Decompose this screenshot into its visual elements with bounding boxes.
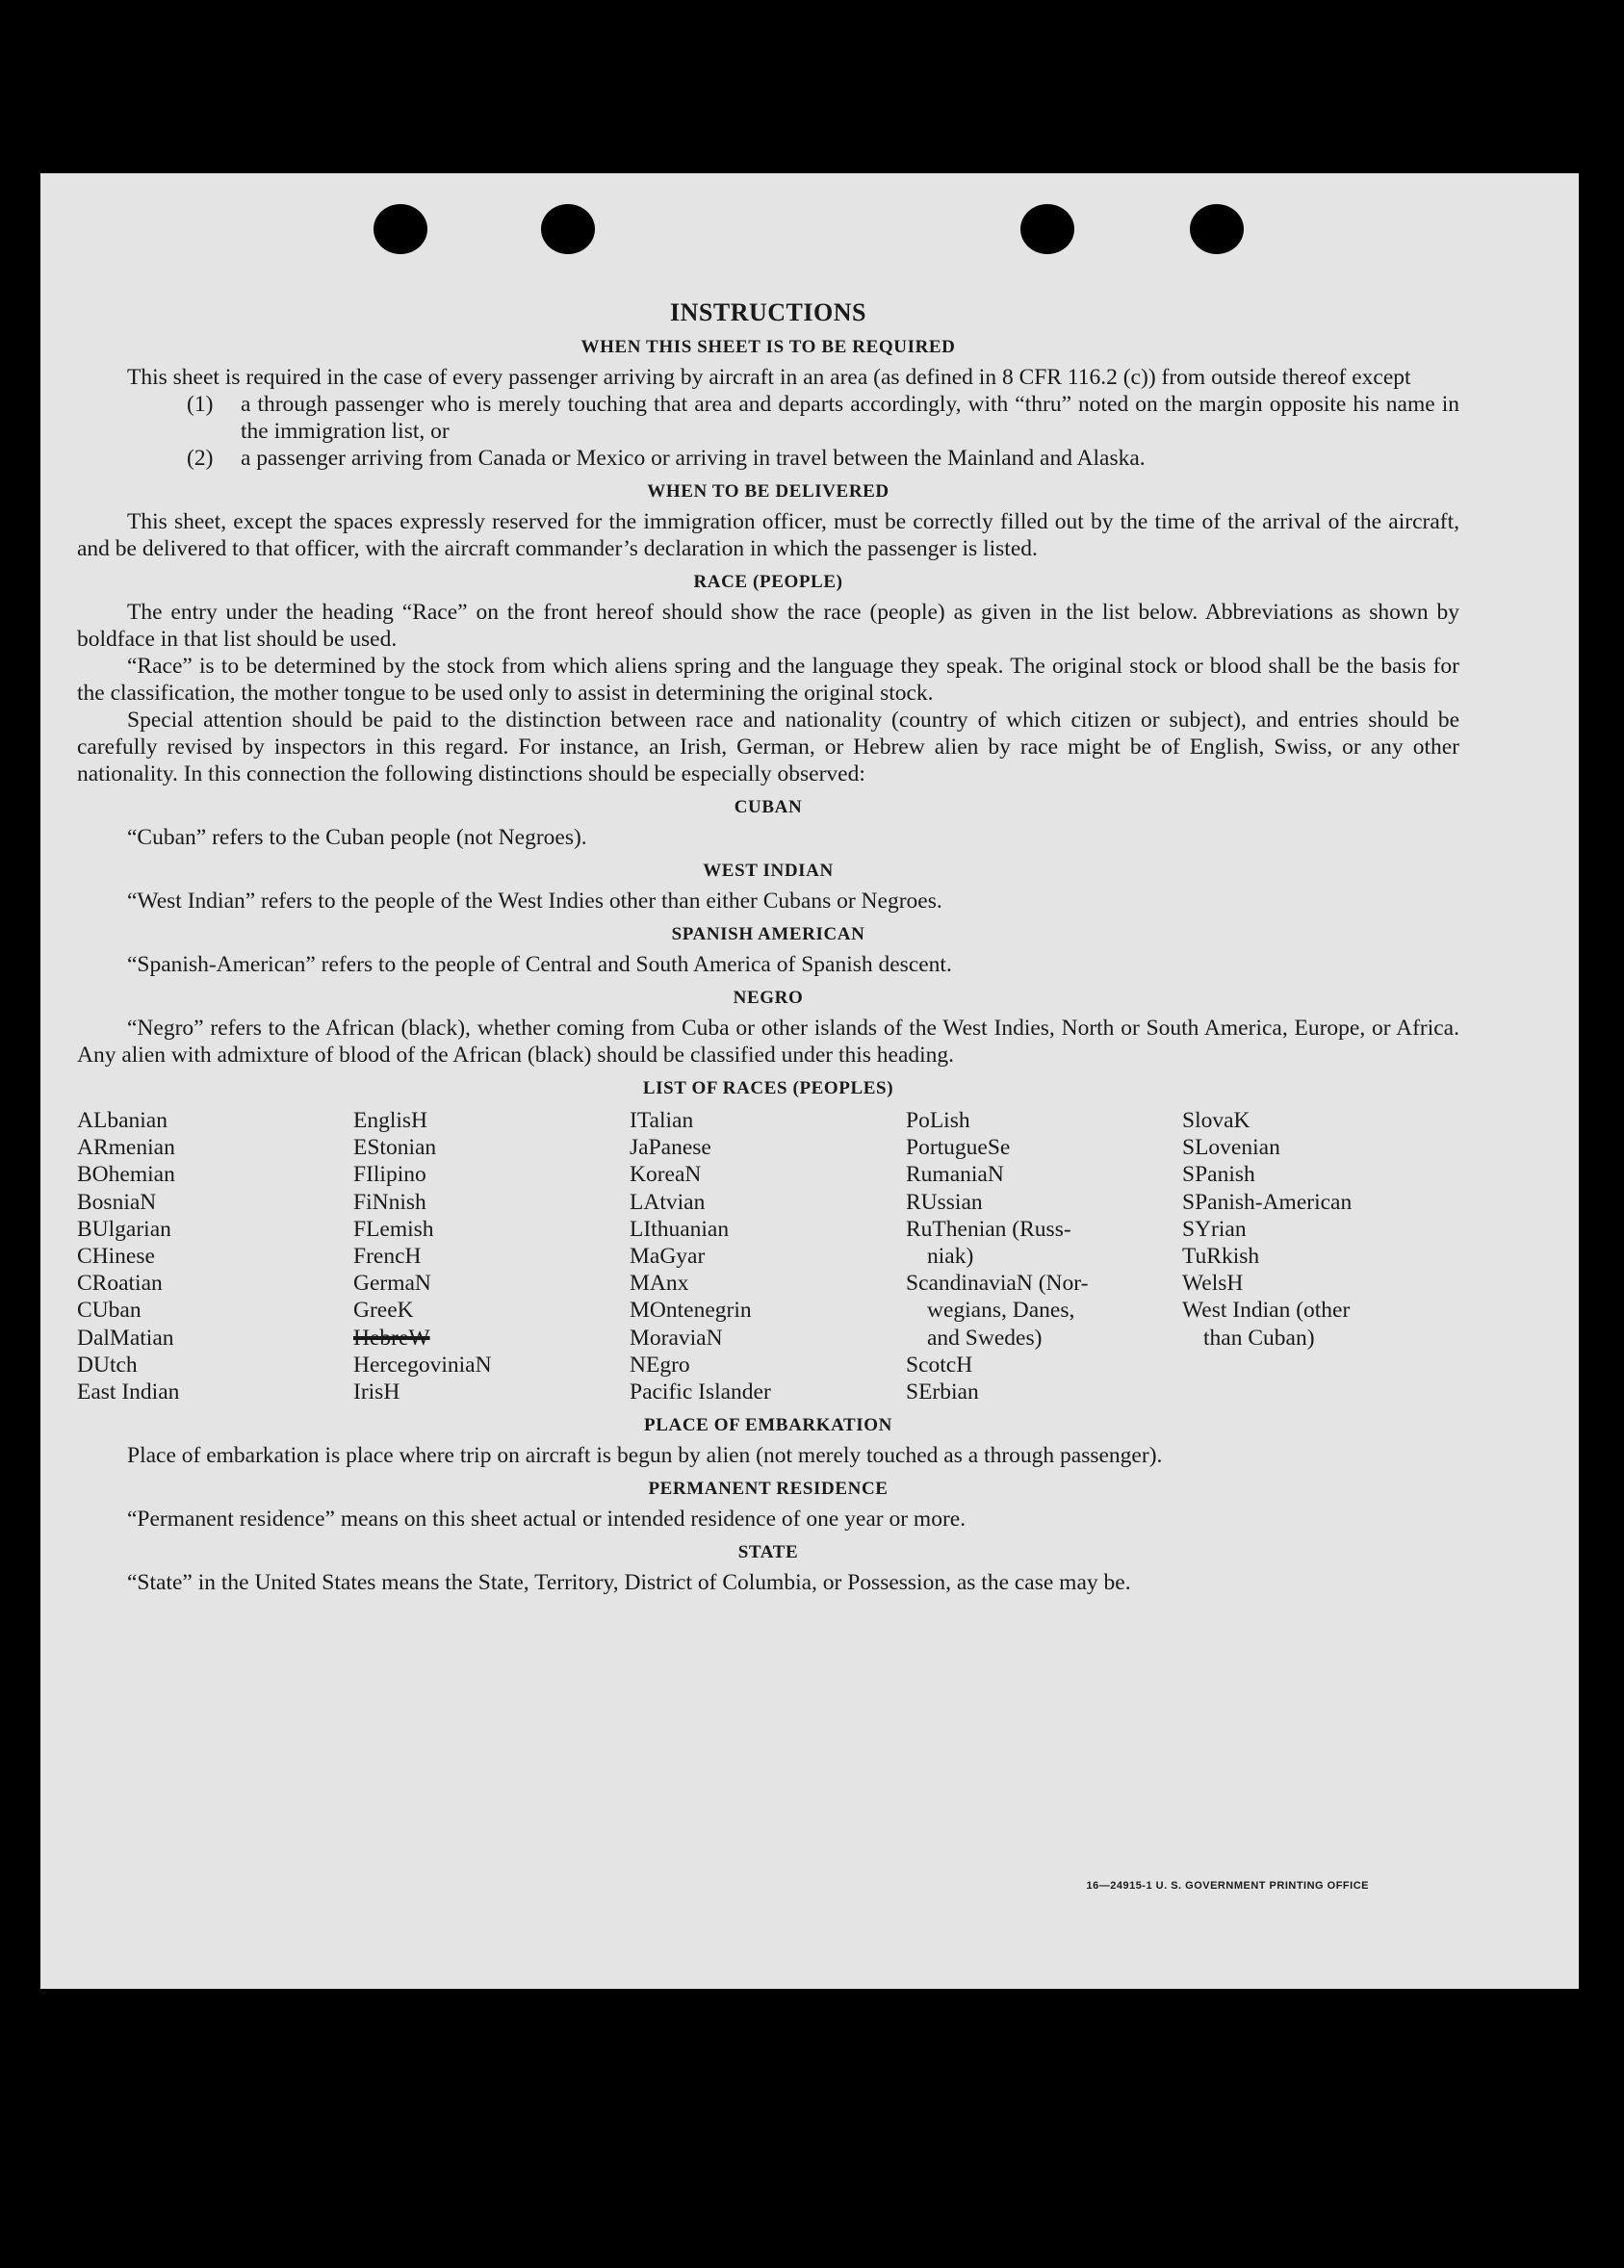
heading-residence: PERMANENT RESIDENCE xyxy=(648,1479,889,1500)
paragraph-spanish-american: “Spanish-American” refers to the people of Central and South America of Spanish descent. xyxy=(127,952,952,977)
paragraph-cuban: “Cuban” refers to the Cuban people (not Negroes). xyxy=(127,825,587,850)
race-entry: GreeK xyxy=(353,1298,414,1324)
race-entry: Pacific Islander xyxy=(630,1379,771,1405)
race-entry: PoLish xyxy=(906,1108,970,1133)
race-entry: SlovaK xyxy=(1182,1108,1250,1133)
list-item xyxy=(77,445,1459,472)
race-entry: MAnx xyxy=(630,1271,689,1297)
race-entry: BOhemian xyxy=(77,1162,175,1188)
race-entry: BUlgarian xyxy=(77,1216,171,1242)
race-entry: FiNnish xyxy=(353,1189,426,1215)
race-entry: LIthuanian xyxy=(630,1216,730,1242)
race-entry-continued: and Swedes) xyxy=(927,1325,1043,1351)
printing-office-code: 16—24915-1 U. S. GOVERNMENT PRINTING OFFICE xyxy=(1086,1880,1369,1892)
paragraph-delivered: This sheet, except the spaces expressly reserved for the immigration officer, must be correctly filled out by the time of the arrival of the aircraft, and be delivered to that officer, with the aircraft commander’s declaration in which the passenger is listed. xyxy=(77,509,1459,561)
item-number: (1) xyxy=(187,392,214,417)
race-column xyxy=(630,1107,906,1405)
document-sheet xyxy=(40,173,1579,1989)
race-entry: East Indian xyxy=(77,1379,180,1405)
race-entry: ITalian xyxy=(630,1108,694,1133)
punch-hole xyxy=(1020,204,1074,254)
race-entry: RumaniaN xyxy=(906,1162,1004,1188)
race-entry: DUtch xyxy=(77,1352,138,1378)
race-entry: TuRkish xyxy=(1182,1244,1260,1270)
paragraph-negro: “Negro” refers to the African (black), whether coming from Cuba or other islands of the West Indies, North or South America, Europe, or Africa. Any alien with admixture of blood of the African (black) should be classified under this heading. xyxy=(77,1016,1459,1068)
race-entry: SPanish-American xyxy=(1182,1189,1353,1215)
item-text: a passenger arriving from Canada or Mexico or arriving in travel between the Mainland and Alaska. xyxy=(241,446,1146,471)
race-entry: GermaN xyxy=(353,1271,431,1297)
race-entry: SErbian xyxy=(906,1379,979,1405)
paragraph-state: “State” in the United States means the State, Territory, District of Columbia, or Possession, as the case may be. xyxy=(127,1570,1131,1596)
race-column xyxy=(353,1107,630,1405)
race-entry: EnglisH xyxy=(353,1108,428,1133)
race-entry: CRoatian xyxy=(77,1271,163,1297)
race-entry-continued: wegians, Danes, xyxy=(927,1298,1075,1324)
paragraph-west-indian: “West Indian” refers to the people of the West Indies other than either Cubans or Negroes. xyxy=(127,889,942,914)
item-text: a through passenger who is merely touching that area and departs accordingly, with “thru” noted on the margin opposite his name in the immigration list, or xyxy=(241,392,1459,444)
race-entry: RuThenian (Russ- xyxy=(906,1216,1071,1242)
paragraph-embarkation: Place of embarkation is place where trip on aircraft is begun by alien (not merely touched as a through passenger). xyxy=(127,1443,1163,1469)
race-entry: SLovenian xyxy=(1182,1135,1280,1161)
race-entry: ARmenian xyxy=(77,1135,175,1161)
race-entry: West Indian (other xyxy=(1182,1298,1351,1324)
race-entry: ALbanian xyxy=(77,1108,168,1133)
heading-list-of-races: LIST OF RACES (PEOPLES) xyxy=(642,1078,894,1098)
punch-hole xyxy=(1190,204,1244,254)
paragraph-race-2: “Race” is to be determined by the stock from which aliens spring and the language they speak. The original stock or blood shall be the basis for the classification, the mother tongue to be used only to assist in determining the original stock. xyxy=(77,654,1459,706)
race-entry: KoreaN xyxy=(630,1162,702,1188)
punch-hole xyxy=(541,204,595,254)
race-entry: MoraviaN xyxy=(630,1325,723,1351)
heading-spanish-american: SPANISH AMERICAN xyxy=(671,924,865,944)
race-list xyxy=(77,1107,1459,1405)
race-entry: FIlipino xyxy=(353,1162,426,1188)
race-entry: IrisH xyxy=(353,1379,400,1405)
heading-required: WHEN THIS SHEET IS TO BE REQUIRED xyxy=(580,337,956,357)
heading-cuban: CUBAN xyxy=(734,797,803,817)
race-column xyxy=(77,1107,353,1405)
race-entry: MaGyar xyxy=(630,1244,706,1270)
race-entry: PortugueSe xyxy=(906,1135,1011,1161)
race-column xyxy=(1182,1107,1458,1405)
race-entry: SYrian xyxy=(1182,1216,1247,1242)
race-entry: HercegoviniaN xyxy=(353,1352,492,1378)
paragraph-race-3: Special attention should be paid to the distinction between race and nationality (country of which citizen or subject), and entries should be carefully revised by inspectors in this regard. For instance, an Irish, German, or Hebrew alien by race might be of English, Swiss, or any other nationality. In this connection the following distinctions should be especially observed: xyxy=(77,708,1459,786)
race-entry-continued: niak) xyxy=(927,1244,974,1270)
race-entry: JaPanese xyxy=(630,1135,711,1161)
list-item xyxy=(77,391,1459,445)
item-number: (2) xyxy=(187,446,214,471)
heading-negro: NEGRO xyxy=(733,988,804,1008)
race-entry: FLemish xyxy=(353,1216,434,1242)
race-entry: ScotcH xyxy=(906,1352,973,1378)
race-entry: FrencH xyxy=(353,1244,422,1270)
paragraph-required: This sheet is required in the case of every passenger arriving by aircraft in an area (as defined in 8 CFR 116.2 (c)) from outside thereof except xyxy=(127,365,1411,390)
race-entry: ScandinaviaN (Nor- xyxy=(906,1271,1089,1297)
race-entry: CHinese xyxy=(77,1244,155,1270)
race-entry: SPanish xyxy=(1182,1162,1255,1188)
heading-west-indian: WEST INDIAN xyxy=(703,861,834,881)
race-entry: LAtvian xyxy=(630,1189,706,1215)
race-entry-continued: than Cuban) xyxy=(1203,1325,1315,1351)
race-entry: EStonian xyxy=(353,1135,437,1161)
race-entry: RUssian xyxy=(906,1189,983,1215)
heading-race: RACE (PEOPLE) xyxy=(693,572,843,592)
paragraph-race-1: The entry under the heading “Race” on the front hereof should show the race (people) as given in the list below. Abbreviations as shown by boldface in that list should be used. xyxy=(77,600,1459,652)
race-column xyxy=(906,1107,1182,1405)
race-entry: BosniaN xyxy=(77,1189,157,1215)
page-title: INSTRUCTIONS xyxy=(670,298,866,326)
instructions-content xyxy=(77,298,1459,1596)
heading-state: STATE xyxy=(737,1542,799,1563)
race-entry: WelsH xyxy=(1182,1271,1244,1297)
race-entry: NEgro xyxy=(630,1352,690,1378)
punch-hole xyxy=(374,204,427,254)
race-entry: CUban xyxy=(77,1298,142,1324)
race-entry: MOntenegrin xyxy=(630,1298,752,1324)
race-entry: DalMatian xyxy=(77,1325,174,1351)
paragraph-residence: “Permanent residence” means on this sheet actual or intended residence of one year or more. xyxy=(127,1507,967,1533)
race-entry-struck: HebreW xyxy=(353,1325,430,1351)
heading-embarkation: PLACE OF EMBARKATION xyxy=(644,1415,892,1436)
heading-delivered: WHEN TO BE DELIVERED xyxy=(647,481,889,502)
